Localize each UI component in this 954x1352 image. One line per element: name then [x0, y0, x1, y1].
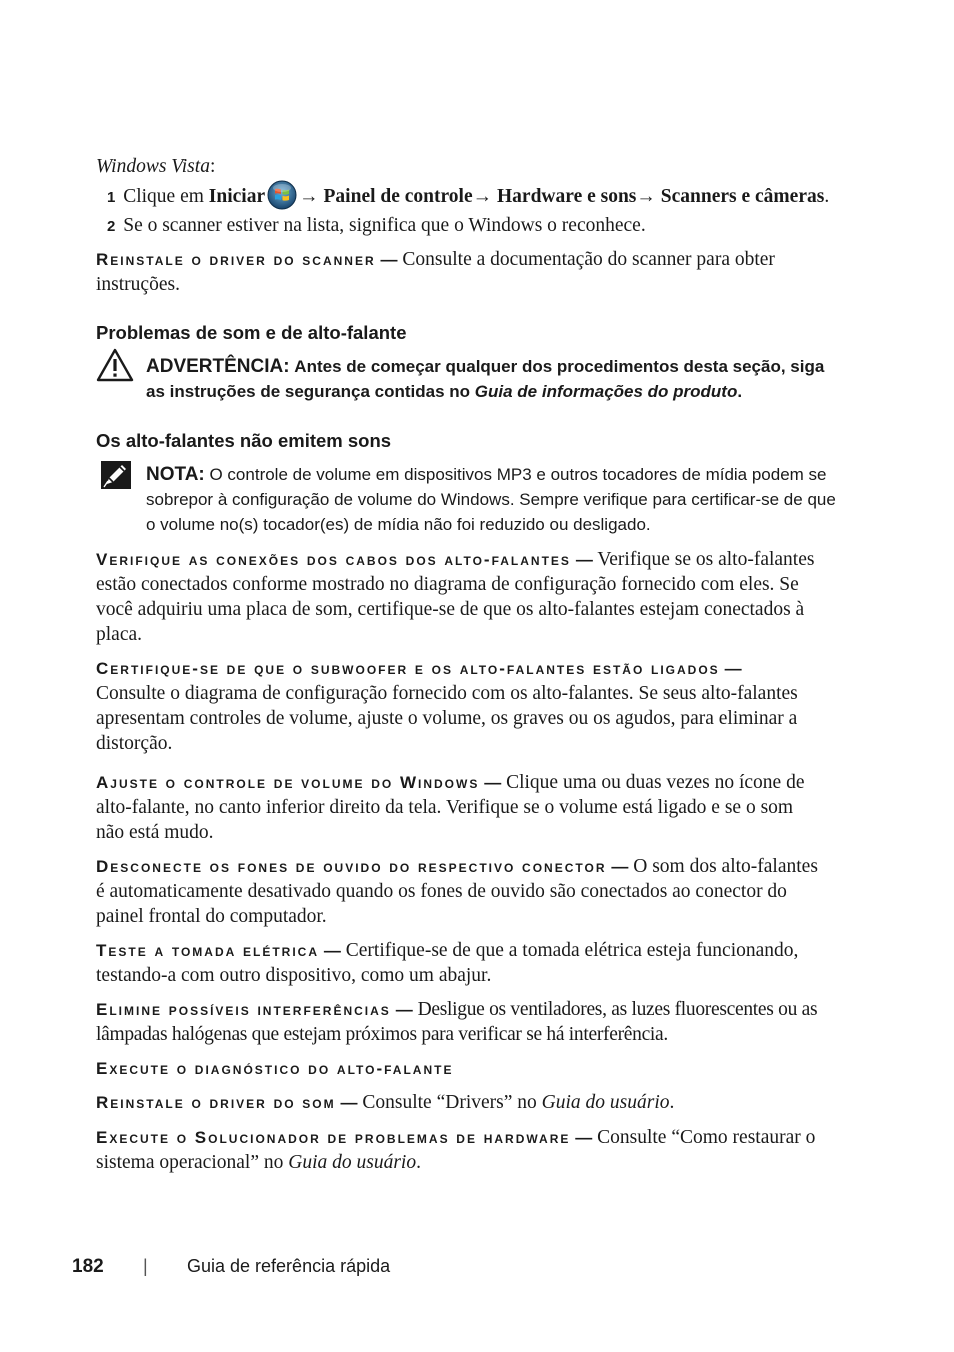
footer-separator: |	[143, 1256, 148, 1276]
item-diagnostico	[96, 1056, 824, 1081]
step-2: 2 Se o scanner estiver na lista, significa que o Windows o reconhece.	[107, 215, 646, 236]
item-subwoofer-ligados: Certifique-se de que o subwoofer e os alto-falantes estão ligados — Consulte o diagrama de configuração fornecido com os alto-falantes. Se seus alto-falantes apresentam controles de volume, ajuste o volume, os graves ou os agudos, para eliminar a distorção.	[96, 659, 798, 754]
item-title: Elimine possíveis interferências	[96, 1000, 391, 1019]
item-fones-ouvido: Desconecte os fones de ouvido do respectivo conector — O som dos alto-falantes é automaticamente desativado quando os fones de ouvido são conectados ao conector do painel frontal do computador.	[96, 856, 818, 927]
section-title: Problemas de som e de alto-falante	[96, 322, 407, 343]
item-title: Reinstale o driver do scanner	[96, 250, 376, 269]
item-title: Execute o diagnóstico do alto-falante	[96, 1059, 454, 1078]
item-solucionador: Execute o Solucionador de problemas de hardware — Consulte “Como restaurar o sistema operacional” no Guia do usuário.	[96, 1127, 816, 1173]
item-title: Desconecte os fones de ouvido do respectivo conector	[96, 857, 607, 876]
footer-title: Guia de referência rápida	[187, 1256, 391, 1276]
reinstale-scanner-item: Reinstale o driver do scanner — Consulte a documentação do scanner para obter instruções.	[96, 249, 775, 295]
warning-triangle-icon	[96, 348, 134, 382]
item-title: Reinstale o driver do som	[96, 1093, 336, 1112]
item-interferencias: Elimine possíveis interferências — Desligue os ventiladores, as luzes fluorescentes ou as lâmpadas halógenas que estejam próximos para verificar se há interferência.	[96, 999, 818, 1045]
page-number: 182	[72, 1256, 104, 1277]
item-tomada-eletrica: Teste a tomada elétrica — Certifique-se de que a tomada elétrica esteja funcionando, testando-a com outro dispositivo, como um abajur.	[96, 940, 799, 986]
item-verifique-conexoes: Verifique as conexões dos cabos dos alto-falantes — Verifique se os alto-falantes estão conectados conforme mostrado no diagrama de configuração fornecido com eles. Se você adquiriu uma placa de som, certifique-se de que os alto-falantes estejam conectados à placa.	[96, 549, 815, 645]
item-title: Verifique as conexões dos cabos dos alto-falantes	[96, 550, 571, 569]
item-title: Execute o Solucionador de problemas de hardware	[96, 1128, 571, 1147]
item-driver-som: Reinstale o driver do som — Consulte “Drivers” no Guia do usuário.	[96, 1092, 675, 1113]
item-title: Certifique-se de que o subwoofer e os alto-falantes estão ligados	[96, 659, 720, 678]
subsection-title: Os alto-falantes não emitem sons	[96, 430, 392, 451]
os-label: Windows Vista:	[96, 156, 216, 177]
warning-notice: ADVERTÊNCIA: Antes de começar qualquer dos procedimentos desta seção, siga as instruções de segurança contidas no Guia de informações do produto.	[146, 356, 825, 401]
note-pencil-icon	[100, 460, 132, 490]
item-volume-windows: Ajuste o controle de volume do Windows — Clique uma ou duas vezes no ícone de alto-falante, no canto inferior direito da tela. Verifique se o volume está ligado e se o som não está mudo.	[96, 772, 805, 843]
item-title: Ajuste o controle de volume do Windows	[96, 773, 480, 792]
item-title: Teste a tomada elétrica	[96, 941, 320, 960]
step-1: 1 Clique em Iniciar → Painel de controle→ Hardware e sons→ Scanners e câmeras.	[107, 184, 847, 210]
note-notice: NOTA: O controle de volume em dispositivos MP3 e outros tocadores de mídia podem se sobrepor à configuração de volume do Windows. Sempre verifique para certificar-se de que o volume no(s) tocador(es) de mídia não foi reduzido ou desligado.	[146, 464, 836, 534]
windows-start-icon	[267, 180, 297, 210]
